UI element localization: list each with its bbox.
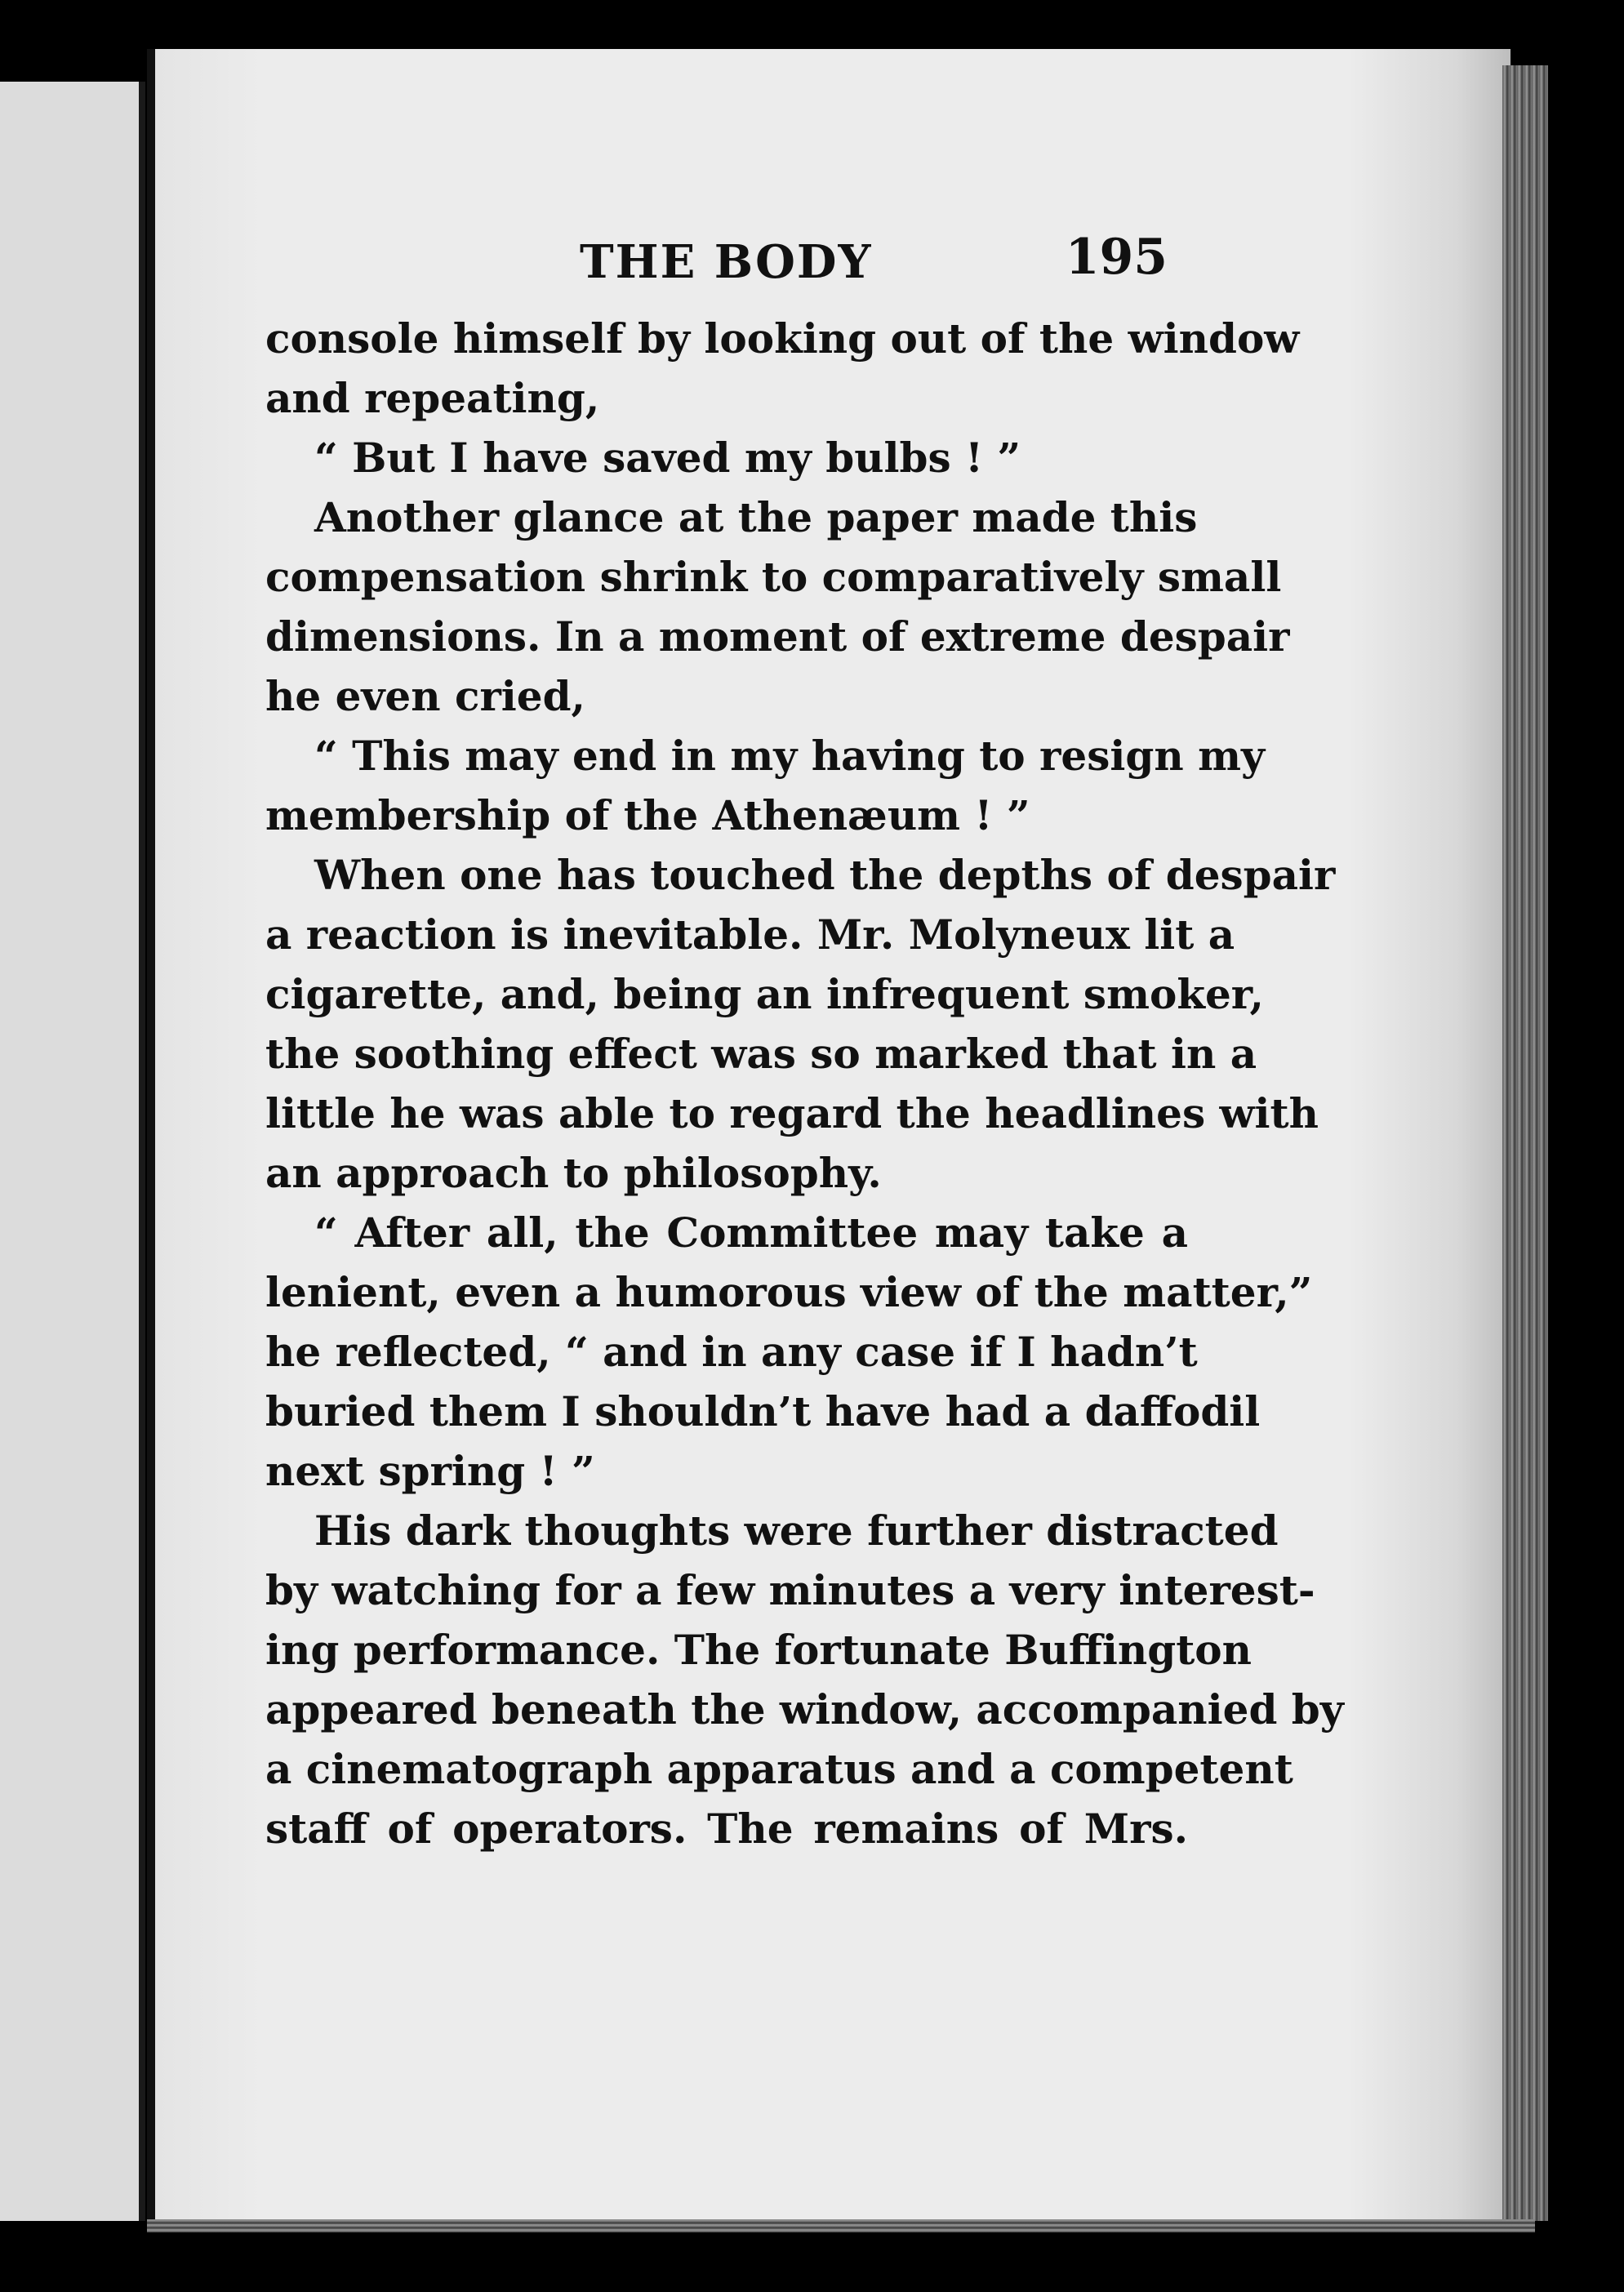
text-line: an approach to philosophy. <box>265 1149 882 1197</box>
text-line: the soothing effect was so marked that in a <box>265 1030 1257 1078</box>
running-title: THE BODY <box>580 235 873 289</box>
text-line: console himself by looking out of the window <box>265 314 1300 363</box>
text-line: dimensions. In a moment of extreme despair <box>265 612 1290 661</box>
text-line: staff of operators. The remains of Mrs. <box>265 1805 1188 1853</box>
text-line: next spring ! ” <box>265 1447 595 1495</box>
text-line: he reflected, “ and in any case if I hadn’t <box>265 1328 1198 1376</box>
page-fore-edge <box>1502 65 1548 2221</box>
text-line: compensation shrink to comparatively small <box>265 553 1282 601</box>
text-line: “ But I have saved my bulbs ! ” <box>314 434 1021 482</box>
text-line: When one has touched the depths of despair <box>314 851 1336 899</box>
page-bottom-edge <box>147 2219 1535 2232</box>
text-line: lenient, even a humorous view of the matter,” <box>265 1268 1313 1316</box>
text-line: a reaction is inevitable. Mr. Molyneux lit a <box>265 910 1235 959</box>
text-line: “ After all, the Committee may take a <box>314 1208 1188 1257</box>
text-line: a cinematograph apparatus and a competent <box>265 1745 1293 1793</box>
text-line: Another glance at the paper made this <box>314 493 1198 541</box>
text-line: by watching for a few minutes a very interest- <box>265 1566 1315 1614</box>
text-line: “ This may end in my having to resign my <box>314 732 1266 780</box>
left-facing-page <box>0 82 145 2221</box>
text-line: and repeating, <box>265 374 600 422</box>
text-line: cigarette, and, being an infrequent smoker, <box>265 970 1264 1018</box>
page-number: 195 <box>1065 229 1168 286</box>
text-line: he even cried, <box>265 672 585 720</box>
body-text <box>265 309 1344 1858</box>
text-line: appeared beneath the window, accompanied by <box>265 1685 1344 1733</box>
text-line: little he was able to regard the headlines with <box>265 1089 1319 1137</box>
text-line: ing performance. The fortunate Buffington <box>265 1626 1252 1674</box>
text-line: His dark thoughts were further distracted <box>314 1506 1279 1555</box>
text-line: membership of the Athenæum ! ” <box>265 791 1030 839</box>
running-head <box>261 229 1168 294</box>
text-line: buried them I shouldn’t have had a daffodil <box>265 1387 1261 1435</box>
